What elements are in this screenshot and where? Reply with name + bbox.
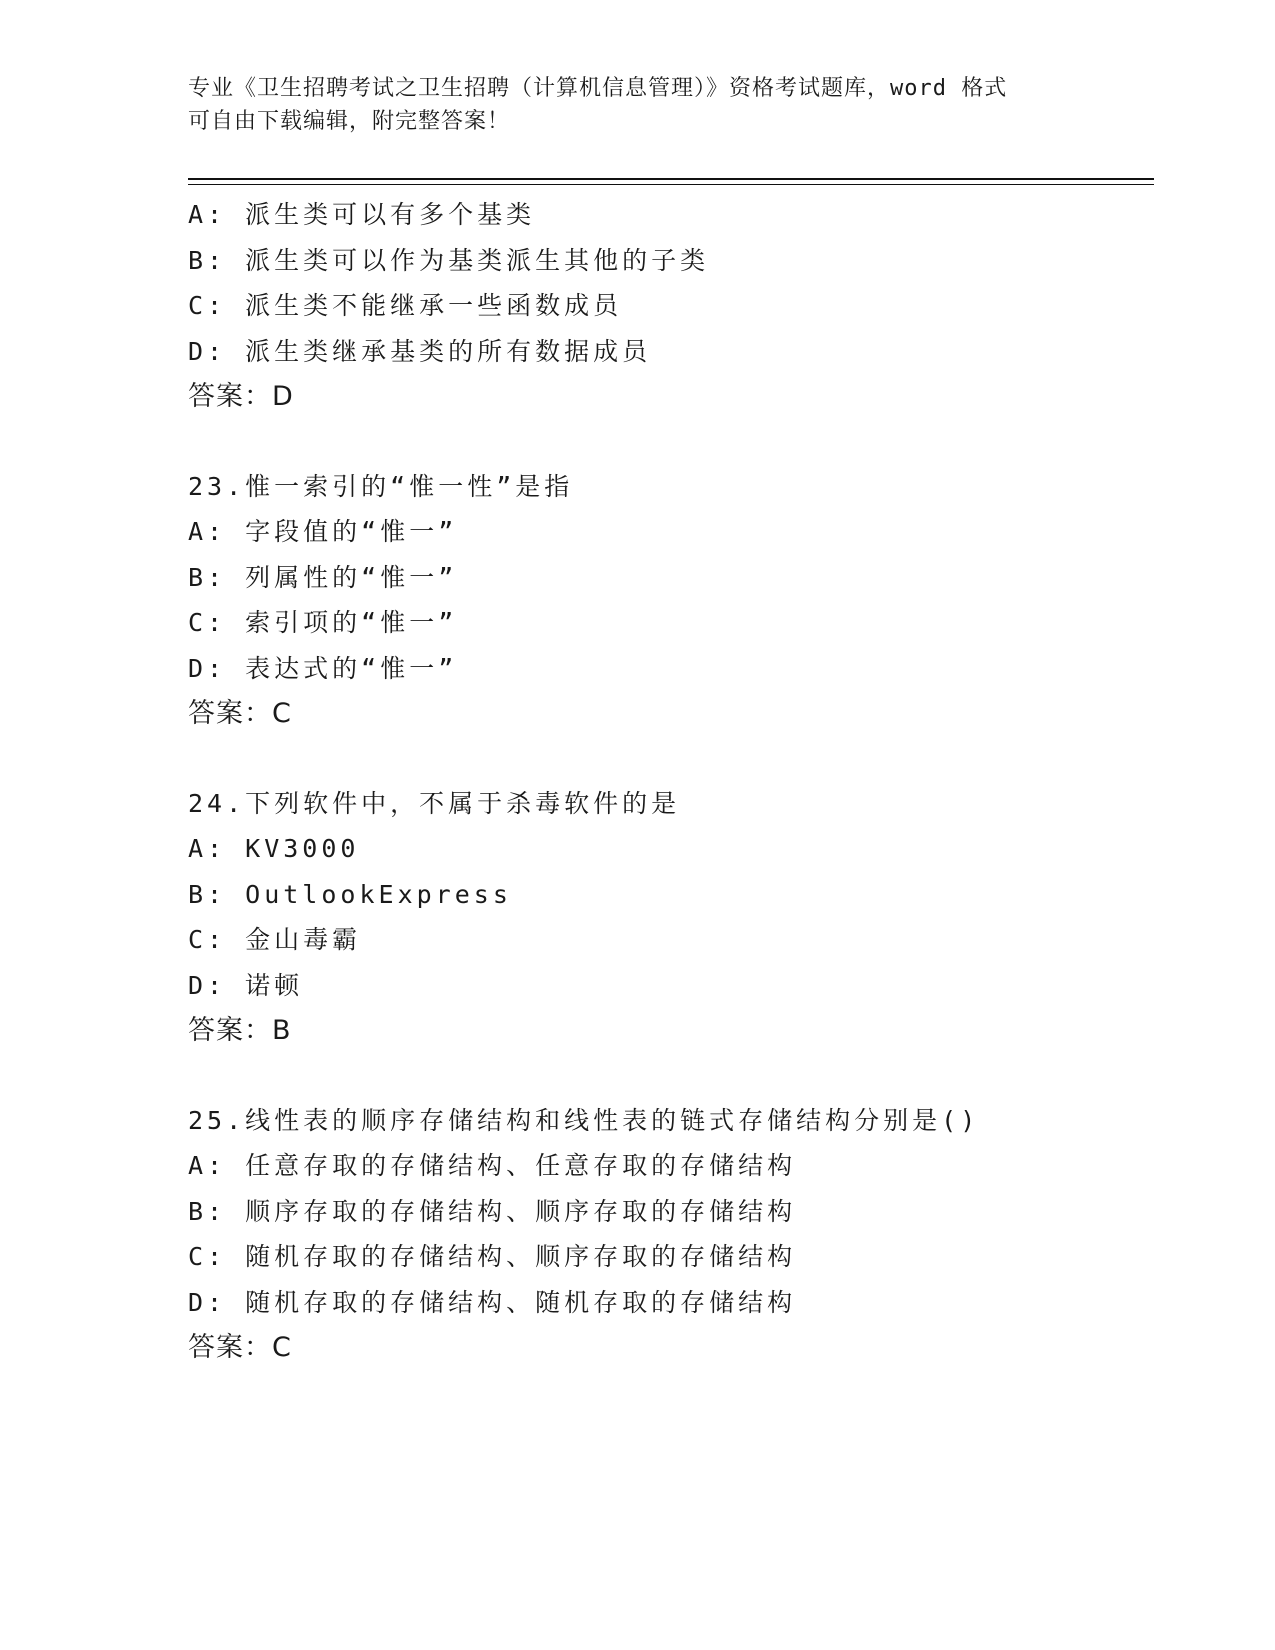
spacer bbox=[188, 1054, 1154, 1098]
option-a: A: 字段值的“惟一” bbox=[188, 517, 458, 546]
option-c: C: 随机存取的存储结构、顺序存取的存储结构 bbox=[188, 1242, 797, 1271]
question-text: 23.惟一索引的“惟一性”是指 bbox=[188, 471, 574, 501]
question-23 bbox=[188, 464, 1154, 737]
document-header bbox=[188, 72, 1088, 138]
question-text: 25.线性表的顺序存储结构和线性表的链式存储结构分别是() bbox=[188, 1105, 980, 1135]
answer: 答案：D bbox=[188, 381, 294, 412]
header-divider-thick bbox=[188, 178, 1154, 180]
answer: 答案：C bbox=[188, 698, 292, 729]
option-c: C: 金山毒霸 bbox=[188, 925, 362, 954]
option-d: D: 表达式的“惟一” bbox=[188, 653, 458, 683]
header-line-2: 可自由下载编辑，附完整答案！ bbox=[188, 109, 511, 134]
option-b: B: 列属性的“惟一” bbox=[188, 562, 458, 592]
option-d: D: 随机存取的存储结构、随机存取的存储结构 bbox=[188, 1287, 797, 1317]
header-line-1: 专业《卫生招聘考试之卫生招聘（计算机信息管理）》资格考试题库，word 格式 bbox=[188, 76, 1008, 101]
option-b: B: OutlookExpress bbox=[188, 879, 512, 909]
question-list bbox=[188, 192, 1154, 1371]
option-b: B: 派生类可以作为基类派生其他的子类 bbox=[188, 245, 710, 275]
option-c: C: 索引项的“惟一” bbox=[188, 608, 458, 637]
option-b: B: 顺序存取的存储结构、顺序存取的存储结构 bbox=[188, 1196, 797, 1226]
question-24 bbox=[188, 781, 1154, 1054]
question-22 bbox=[188, 192, 1154, 420]
option-a: A: 任意存取的存储结构、任意存取的存储结构 bbox=[188, 1151, 797, 1180]
answer: 答案：B bbox=[188, 1015, 292, 1046]
option-d: D: 诺顿 bbox=[188, 970, 304, 1000]
option-a: A: KV3000 bbox=[188, 834, 360, 863]
question-text: 24.下列软件中，不属于杀毒软件的是 bbox=[188, 788, 681, 818]
option-d: D: 派生类继承基类的所有数据成员 bbox=[188, 336, 652, 366]
option-c: C: 派生类不能继承一些函数成员 bbox=[188, 291, 623, 320]
answer: 答案：C bbox=[188, 1332, 292, 1363]
spacer bbox=[188, 420, 1154, 464]
header-divider-thin bbox=[188, 184, 1154, 185]
spacer bbox=[188, 737, 1154, 781]
option-a: A: 派生类可以有多个基类 bbox=[188, 200, 536, 229]
question-25 bbox=[188, 1098, 1154, 1371]
